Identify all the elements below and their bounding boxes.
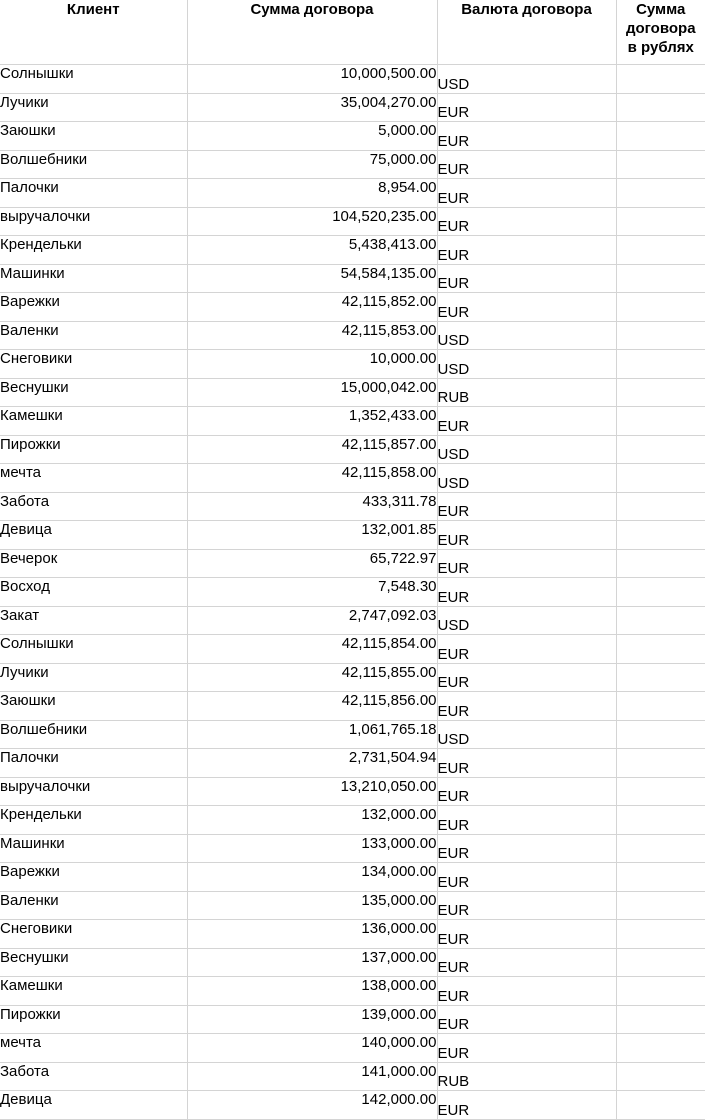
amount-rub-cell[interactable] [616, 150, 705, 179]
table-row [0, 977, 705, 1006]
client-cell[interactable]: мечта [0, 1034, 187, 1063]
client-cell[interactable]: Камешки [0, 407, 187, 436]
amount-cell[interactable]: 15,000,042.00 [187, 378, 437, 407]
amount-rub-cell[interactable] [616, 93, 705, 122]
currency-cell[interactable]: EUR [437, 834, 616, 863]
table-body [0, 65, 705, 1120]
amount-rub-cell[interactable] [616, 863, 705, 892]
amount-rub-cell[interactable] [616, 834, 705, 863]
currency-cell[interactable]: EUR [437, 492, 616, 521]
client-cell[interactable]: Машинки [0, 834, 187, 863]
currency-cell[interactable]: EUR [437, 150, 616, 179]
amount-rub-cell[interactable] [616, 777, 705, 806]
table-row [0, 407, 705, 436]
client-cell[interactable]: Лучики [0, 663, 187, 692]
client-cell[interactable]: Девица [0, 1091, 187, 1120]
amount-rub-cell[interactable] [616, 236, 705, 265]
amount-cell[interactable]: 133,000.00 [187, 834, 437, 863]
client-cell[interactable]: выручалочки [0, 777, 187, 806]
amount-rub-cell[interactable] [616, 977, 705, 1006]
client-cell[interactable]: выручалочки [0, 207, 187, 236]
amount-rub-cell[interactable] [616, 293, 705, 322]
currency-cell[interactable]: EUR [437, 264, 616, 293]
client-cell[interactable]: Забота [0, 1062, 187, 1091]
amount-cell[interactable]: 75,000.00 [187, 150, 437, 179]
table-row [0, 150, 705, 179]
table-row [0, 1091, 705, 1120]
currency-cell[interactable]: USD [437, 350, 616, 379]
currency-cell[interactable]: EUR [437, 806, 616, 835]
currency-cell[interactable]: EUR [437, 635, 616, 664]
client-cell[interactable]: Заюшки [0, 692, 187, 721]
client-cell[interactable]: Восход [0, 578, 187, 607]
amount-cell[interactable]: 8,954.00 [187, 179, 437, 208]
currency-cell[interactable]: EUR [437, 549, 616, 578]
amount-cell[interactable]: 42,115,854.00 [187, 635, 437, 664]
amount-cell[interactable]: 10,000,500.00 [187, 65, 437, 94]
amount-cell[interactable]: 42,115,853.00 [187, 321, 437, 350]
table-row [0, 350, 705, 379]
client-cell[interactable]: Варежки [0, 293, 187, 322]
amount-cell[interactable]: 138,000.00 [187, 977, 437, 1006]
header-client[interactable]: Клиент [0, 0, 187, 65]
amount-cell[interactable]: 42,115,858.00 [187, 464, 437, 493]
amount-cell[interactable]: 139,000.00 [187, 1005, 437, 1034]
amount-rub-cell[interactable] [616, 1005, 705, 1034]
currency-cell[interactable]: USD [437, 65, 616, 94]
amount-cell[interactable]: 42,115,856.00 [187, 692, 437, 721]
header-row [0, 0, 705, 65]
amount-cell[interactable]: 1,061,765.18 [187, 720, 437, 749]
table-row [0, 663, 705, 692]
client-cell[interactable]: Веснушки [0, 378, 187, 407]
client-cell[interactable]: Волшебники [0, 720, 187, 749]
currency-cell[interactable]: EUR [437, 1034, 616, 1063]
table-row [0, 1062, 705, 1091]
amount-cell[interactable]: 54,584,135.00 [187, 264, 437, 293]
amount-cell[interactable]: 13,210,050.00 [187, 777, 437, 806]
amount-cell[interactable]: 65,722.97 [187, 549, 437, 578]
amount-rub-cell[interactable] [616, 321, 705, 350]
amount-cell[interactable]: 134,000.00 [187, 863, 437, 892]
amount-rub-cell[interactable] [616, 122, 705, 151]
amount-cell[interactable]: 7,548.30 [187, 578, 437, 607]
currency-cell[interactable]: USD [437, 720, 616, 749]
client-cell[interactable]: Забота [0, 492, 187, 521]
amount-rub-cell[interactable] [616, 1034, 705, 1063]
amount-rub-cell[interactable] [616, 350, 705, 379]
currency-cell[interactable]: USD [437, 606, 616, 635]
client-cell[interactable]: Валенки [0, 891, 187, 920]
amount-cell[interactable]: 42,115,855.00 [187, 663, 437, 692]
client-cell[interactable]: Девица [0, 521, 187, 550]
currency-cell[interactable]: EUR [437, 692, 616, 721]
amount-rub-cell[interactable] [616, 435, 705, 464]
currency-cell[interactable]: EUR [437, 977, 616, 1006]
amount-rub-cell[interactable] [616, 407, 705, 436]
client-cell[interactable]: Варежки [0, 863, 187, 892]
table-row [0, 93, 705, 122]
amount-rub-cell[interactable] [616, 492, 705, 521]
table-row [0, 293, 705, 322]
table-row [0, 521, 705, 550]
amount-cell[interactable]: 135,000.00 [187, 891, 437, 920]
currency-cell[interactable]: EUR [437, 863, 616, 892]
amount-rub-cell[interactable] [616, 749, 705, 778]
table-row [0, 777, 705, 806]
header-amount[interactable]: Сумма договора [187, 0, 437, 65]
currency-cell[interactable]: EUR [437, 920, 616, 949]
currency-cell[interactable]: EUR [437, 179, 616, 208]
currency-cell[interactable]: EUR [437, 749, 616, 778]
table-row [0, 720, 705, 749]
table-row [0, 635, 705, 664]
currency-cell[interactable]: EUR [437, 948, 616, 977]
currency-cell[interactable]: EUR [437, 207, 616, 236]
client-cell[interactable]: Крендельки [0, 236, 187, 265]
amount-rub-cell[interactable] [616, 663, 705, 692]
client-cell[interactable]: Солнышки [0, 635, 187, 664]
table-row [0, 492, 705, 521]
table-row [0, 1005, 705, 1034]
table-row [0, 834, 705, 863]
table-row [0, 207, 705, 236]
client-cell[interactable]: Камешки [0, 977, 187, 1006]
client-cell[interactable]: Палочки [0, 179, 187, 208]
amount-cell[interactable]: 137,000.00 [187, 948, 437, 977]
amount-rub-cell[interactable] [616, 521, 705, 550]
amount-rub-cell[interactable] [616, 806, 705, 835]
amount-rub-cell[interactable] [616, 692, 705, 721]
table-row [0, 863, 705, 892]
amount-cell[interactable]: 136,000.00 [187, 920, 437, 949]
client-cell[interactable]: Веснушки [0, 948, 187, 977]
amount-cell[interactable]: 433,311.78 [187, 492, 437, 521]
amount-cell[interactable]: 140,000.00 [187, 1034, 437, 1063]
currency-cell[interactable]: RUB [437, 1062, 616, 1091]
amount-cell[interactable]: 2,731,504.94 [187, 749, 437, 778]
table-row [0, 692, 705, 721]
client-cell[interactable]: Заюшки [0, 122, 187, 151]
client-cell[interactable]: Валенки [0, 321, 187, 350]
table-row [0, 948, 705, 977]
table-row [0, 749, 705, 778]
client-cell[interactable]: Пирожки [0, 1005, 187, 1034]
currency-cell[interactable]: EUR [437, 93, 616, 122]
client-cell[interactable]: Палочки [0, 749, 187, 778]
table-row [0, 806, 705, 835]
currency-cell[interactable]: EUR [437, 407, 616, 436]
currency-cell[interactable]: EUR [437, 122, 616, 151]
currency-cell[interactable]: EUR [437, 521, 616, 550]
amount-cell[interactable]: 1,352,433.00 [187, 407, 437, 436]
amount-rub-cell[interactable] [616, 920, 705, 949]
amount-rub-cell[interactable] [616, 891, 705, 920]
currency-cell[interactable]: EUR [437, 293, 616, 322]
amount-rub-cell[interactable] [616, 1091, 705, 1120]
amount-cell[interactable]: 2,747,092.03 [187, 606, 437, 635]
client-cell[interactable]: Вечерок [0, 549, 187, 578]
currency-cell[interactable]: EUR [437, 578, 616, 607]
table-row [0, 1034, 705, 1063]
amount-cell[interactable]: 42,115,852.00 [187, 293, 437, 322]
header-amount-rub[interactable]: Сумма договора в рублях [616, 0, 705, 65]
amount-rub-cell[interactable] [616, 948, 705, 977]
amount-rub-cell[interactable] [616, 179, 705, 208]
amount-rub-cell[interactable] [616, 549, 705, 578]
table-row [0, 549, 705, 578]
amount-cell[interactable]: 5,000.00 [187, 122, 437, 151]
currency-cell[interactable]: USD [437, 464, 616, 493]
client-cell[interactable]: Крендельки [0, 806, 187, 835]
table-row [0, 606, 705, 635]
table-row [0, 891, 705, 920]
client-cell[interactable]: Машинки [0, 264, 187, 293]
client-cell[interactable]: Солнышки [0, 65, 187, 94]
amount-cell[interactable]: 132,000.00 [187, 806, 437, 835]
client-cell[interactable]: Снеговики [0, 350, 187, 379]
amount-rub-cell[interactable] [616, 378, 705, 407]
currency-cell[interactable]: EUR [437, 891, 616, 920]
header-currency[interactable]: Валюта договора [437, 0, 616, 65]
client-cell[interactable]: Закат [0, 606, 187, 635]
amount-cell[interactable]: 104,520,235.00 [187, 207, 437, 236]
table-row [0, 264, 705, 293]
amount-rub-cell[interactable] [616, 1062, 705, 1091]
amount-cell[interactable]: 5,438,413.00 [187, 236, 437, 265]
client-cell[interactable]: Волшебники [0, 150, 187, 179]
currency-cell[interactable]: EUR [437, 1005, 616, 1034]
amount-rub-cell[interactable] [616, 578, 705, 607]
table-row [0, 435, 705, 464]
currency-cell[interactable]: EUR [437, 777, 616, 806]
amount-rub-cell[interactable] [616, 606, 705, 635]
table-row [0, 236, 705, 265]
client-cell[interactable]: мечта [0, 464, 187, 493]
amount-cell[interactable]: 42,115,857.00 [187, 435, 437, 464]
currency-cell[interactable]: USD [437, 435, 616, 464]
currency-cell[interactable]: EUR [437, 663, 616, 692]
table-row [0, 321, 705, 350]
table-row [0, 179, 705, 208]
amount-cell[interactable]: 35,004,270.00 [187, 93, 437, 122]
table-row [0, 65, 705, 94]
table-row [0, 122, 705, 151]
table-row [0, 378, 705, 407]
amount-cell[interactable]: 132,001.85 [187, 521, 437, 550]
currency-cell[interactable]: EUR [437, 236, 616, 265]
table-row [0, 464, 705, 493]
amount-cell[interactable]: 141,000.00 [187, 1062, 437, 1091]
amount-cell[interactable]: 10,000.00 [187, 350, 437, 379]
client-cell[interactable]: Пирожки [0, 435, 187, 464]
client-cell[interactable]: Лучики [0, 93, 187, 122]
currency-cell[interactable]: USD [437, 321, 616, 350]
currency-cell[interactable]: EUR [437, 1091, 616, 1120]
amount-rub-cell[interactable] [616, 720, 705, 749]
amount-rub-cell[interactable] [616, 207, 705, 236]
amount-rub-cell[interactable] [616, 635, 705, 664]
amount-rub-cell[interactable] [616, 264, 705, 293]
amount-cell[interactable]: 142,000.00 [187, 1091, 437, 1120]
client-cell[interactable]: Снеговики [0, 920, 187, 949]
currency-cell[interactable]: RUB [437, 378, 616, 407]
table-row [0, 920, 705, 949]
amount-rub-cell[interactable] [616, 65, 705, 94]
table-row [0, 578, 705, 607]
amount-rub-cell[interactable] [616, 464, 705, 493]
